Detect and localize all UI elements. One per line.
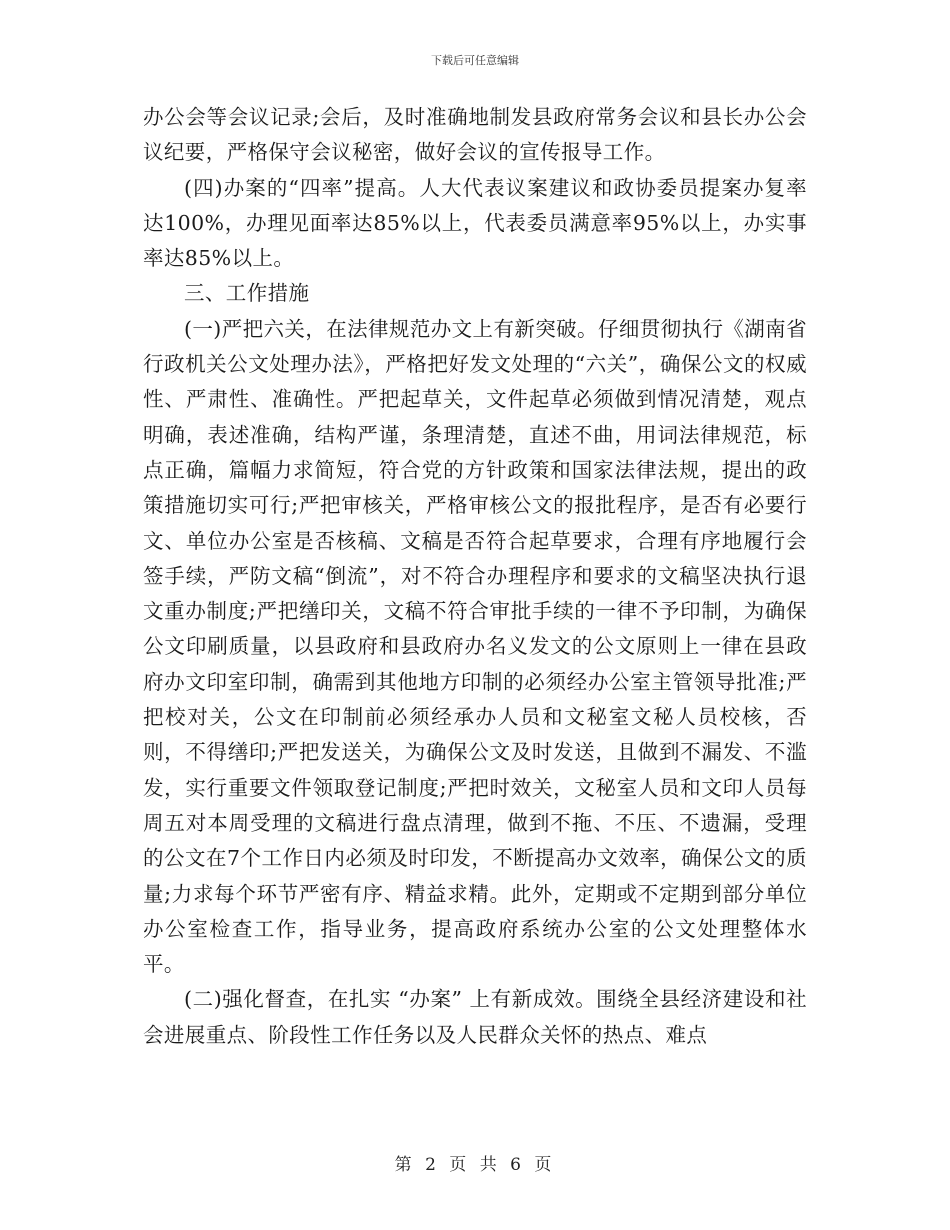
paragraph-supervision: (二)强化督查，在扎实 “办案” 上有新成效。围绕全县经济建设和社会进展重点、阶段性工作任务以及人民群众关怀的热点、难点 [143,987,807,1047]
section-heading-measures: 三、工作措施 [184,281,310,306]
document-body [143,100,807,1053]
page-number: 第 2 页 共 6 页 [394,1155,556,1175]
paragraph-meeting-records: 办公会等会议记录;会后，及时准确地制发县政府常务会议和县长办公会议纪要，严格保守会议秘密，做好会议的宣传报导工作。 [143,105,807,165]
paragraph-six-checkpoints: (一)严把六关，在法律规范办文上有新突破。仔细贯彻执行《湖南省行政机关公文处理办法》，严格把好发文处理的“六关”，确保公文的权威性、严肃性、准确性。严把起草关，文件起草必须做到情况清楚，观点明确，表述准确，结构严谨，条理清楚，直述不曲，用词法律规范，标点正确，篇幅力求简短，符合党的方针政策和国家法律法规，提出的政策措施切实可行;严把审核关，严格审核公文的报批程序，是否有必要行文、单位办公室是否核稿、文稿是否符合起草要求，合理有序地履行会签手续，严防文稿“倒流”，对不符合办理程序和要求的文稿坚决执行退文重办制度;严把缮印关，文稿不符合审批手续的一律不予印制，为确保公文印刷质量，以县政府和县政府办名义发文的公文原则上一律在县政府办文印室印制，确需到其他地方印制的必须经办公室主管领导批准;严把校对关，公文在印制前必须经承办人员和文秘室文秘人员校核，否则，不得缮印;严把发送关，为确保公文及时发送，且做到不漏发、不滥发，实行重要文件领取登记制度;严把时效关，文秘室人员和文印人员每周五对本周受理的文稿进行盘点清理，做到不拖、不压、不遗漏，受理的公文在7个工作日内必须及时印发，不断提高办文效率，确保公文的质量;力求每个环节严密有序、精益求精。此外，定期或不定期到部分单位办公室检查工作，指导业务，提高政府系统办公室的公文处理整体水平。 [143,316,807,977]
page-header: 下载后可任意编辑 [431,54,519,67]
paragraph-four-rates: (四)办案的“四率”提高。人大代表议案建议和政协委员提案办复率达100%，办理见面率达85%以上，代表委员满意率95%以上，办实事率达85%以上。 [143,175,807,271]
